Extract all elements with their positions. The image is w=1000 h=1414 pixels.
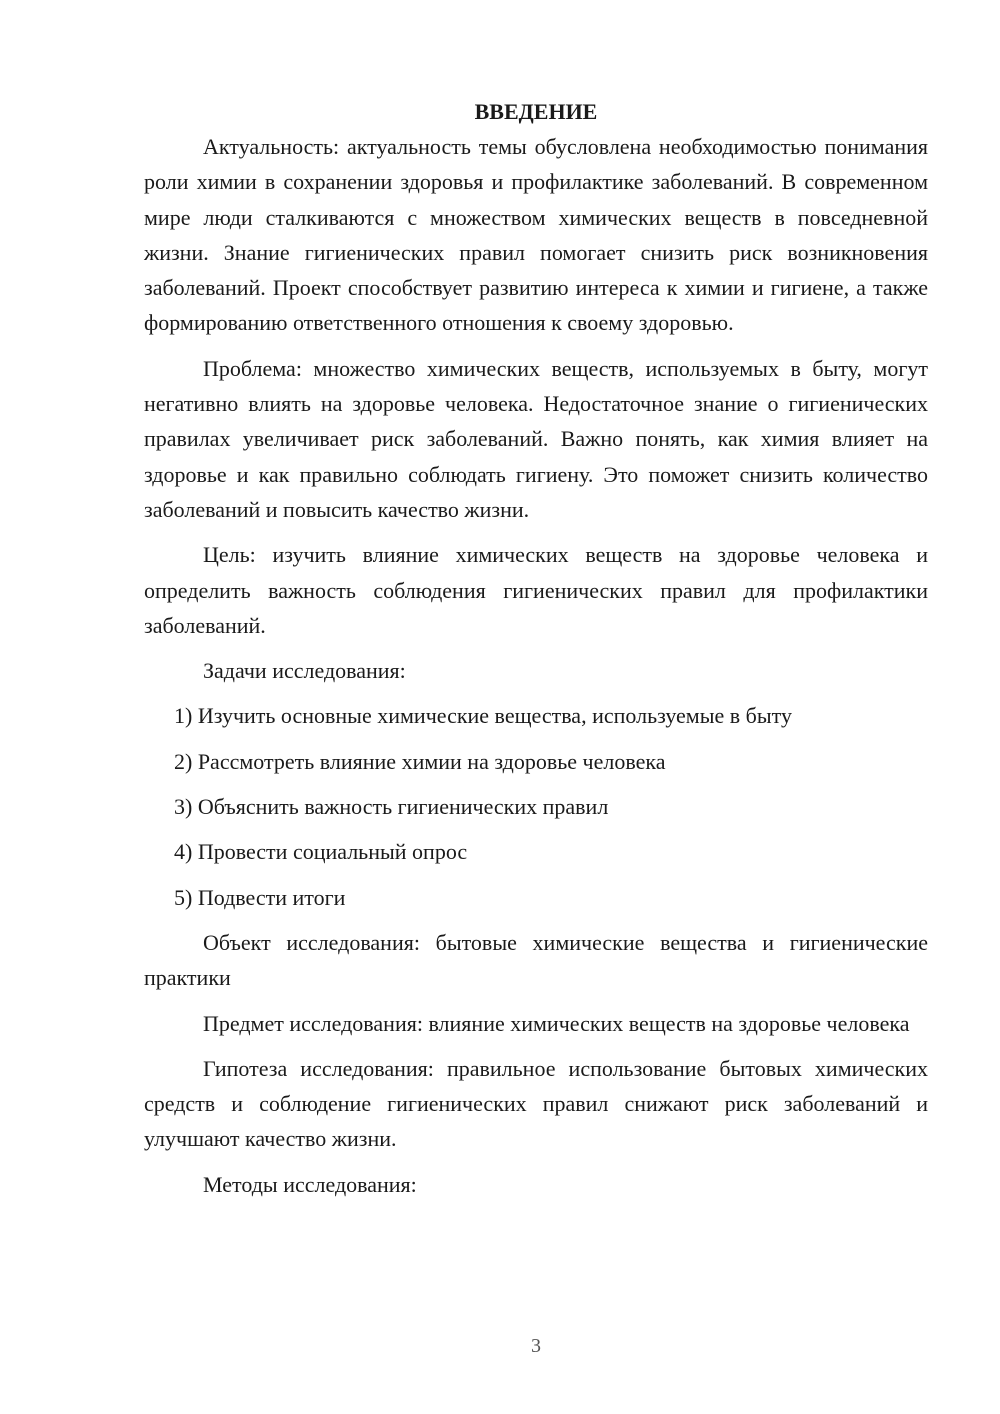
problem-paragraph: Проблема: множество химических веществ, используемых в быту, могут негативно влиять на здоровье человека. Недостаточное знание о гигиенических правилах увеличивает риск заболеваний. Важно понять, как химия влияет на здоровье и как правильно соблюдать гигиену. Это поможет снизить количество заболеваний и повысить качество жизни. bbox=[144, 355, 928, 522]
methods-heading: Методы исследования: bbox=[203, 1171, 417, 1197]
list-item: 5) Подвести итоги bbox=[174, 884, 346, 910]
relevance-paragraph: Актуальность: актуальность темы обусловлена необходимостью понимания роли химии в сохранении здоровья и профилактике заболеваний. В современном мире люди сталкиваются с множеством химических веществ в повседневной жизни. Знание гигиенических правил помогает снизить риск возникновения заболеваний. Проект способствует развитию интереса к химии и гигиене, а также формированию ответственного отношения к своему здоровью. bbox=[144, 134, 928, 336]
hypothesis-paragraph: Гипотеза исследования: правильное использование бытовых химических средств и соблюдение гигиенических правил снижают риск заболеваний и улучшают качество жизни. bbox=[144, 1055, 928, 1152]
page-title: ВВЕДЕНИЕ bbox=[474, 99, 598, 124]
goal-paragraph: Цель: изучить влияние химических веществ на здоровье человека и определить важность соблюдения гигиенических правил для профилактики заболеваний. bbox=[144, 542, 928, 638]
list-item: 2) Рассмотреть влияние химии на здоровье человека bbox=[174, 748, 666, 774]
list-item: 3) Объяснить важность гигиенических правил bbox=[174, 794, 609, 820]
list-item: 4) Провести социальный опрос bbox=[174, 839, 468, 865]
tasks-list bbox=[144, 698, 928, 914]
page-content bbox=[144, 94, 928, 1212]
page-number: 3 bbox=[531, 1335, 541, 1357]
subject-paragraph: Предмет исследования: влияние химических веществ на здоровье человека bbox=[203, 1010, 910, 1036]
tasks-heading: Задачи исследования: bbox=[203, 658, 406, 684]
list-item: 1) Изучить основные химические вещества, используемые в быту bbox=[174, 703, 792, 729]
object-paragraph: Объект исследования: бытовые химические вещества и гигиенические практики bbox=[144, 929, 928, 991]
